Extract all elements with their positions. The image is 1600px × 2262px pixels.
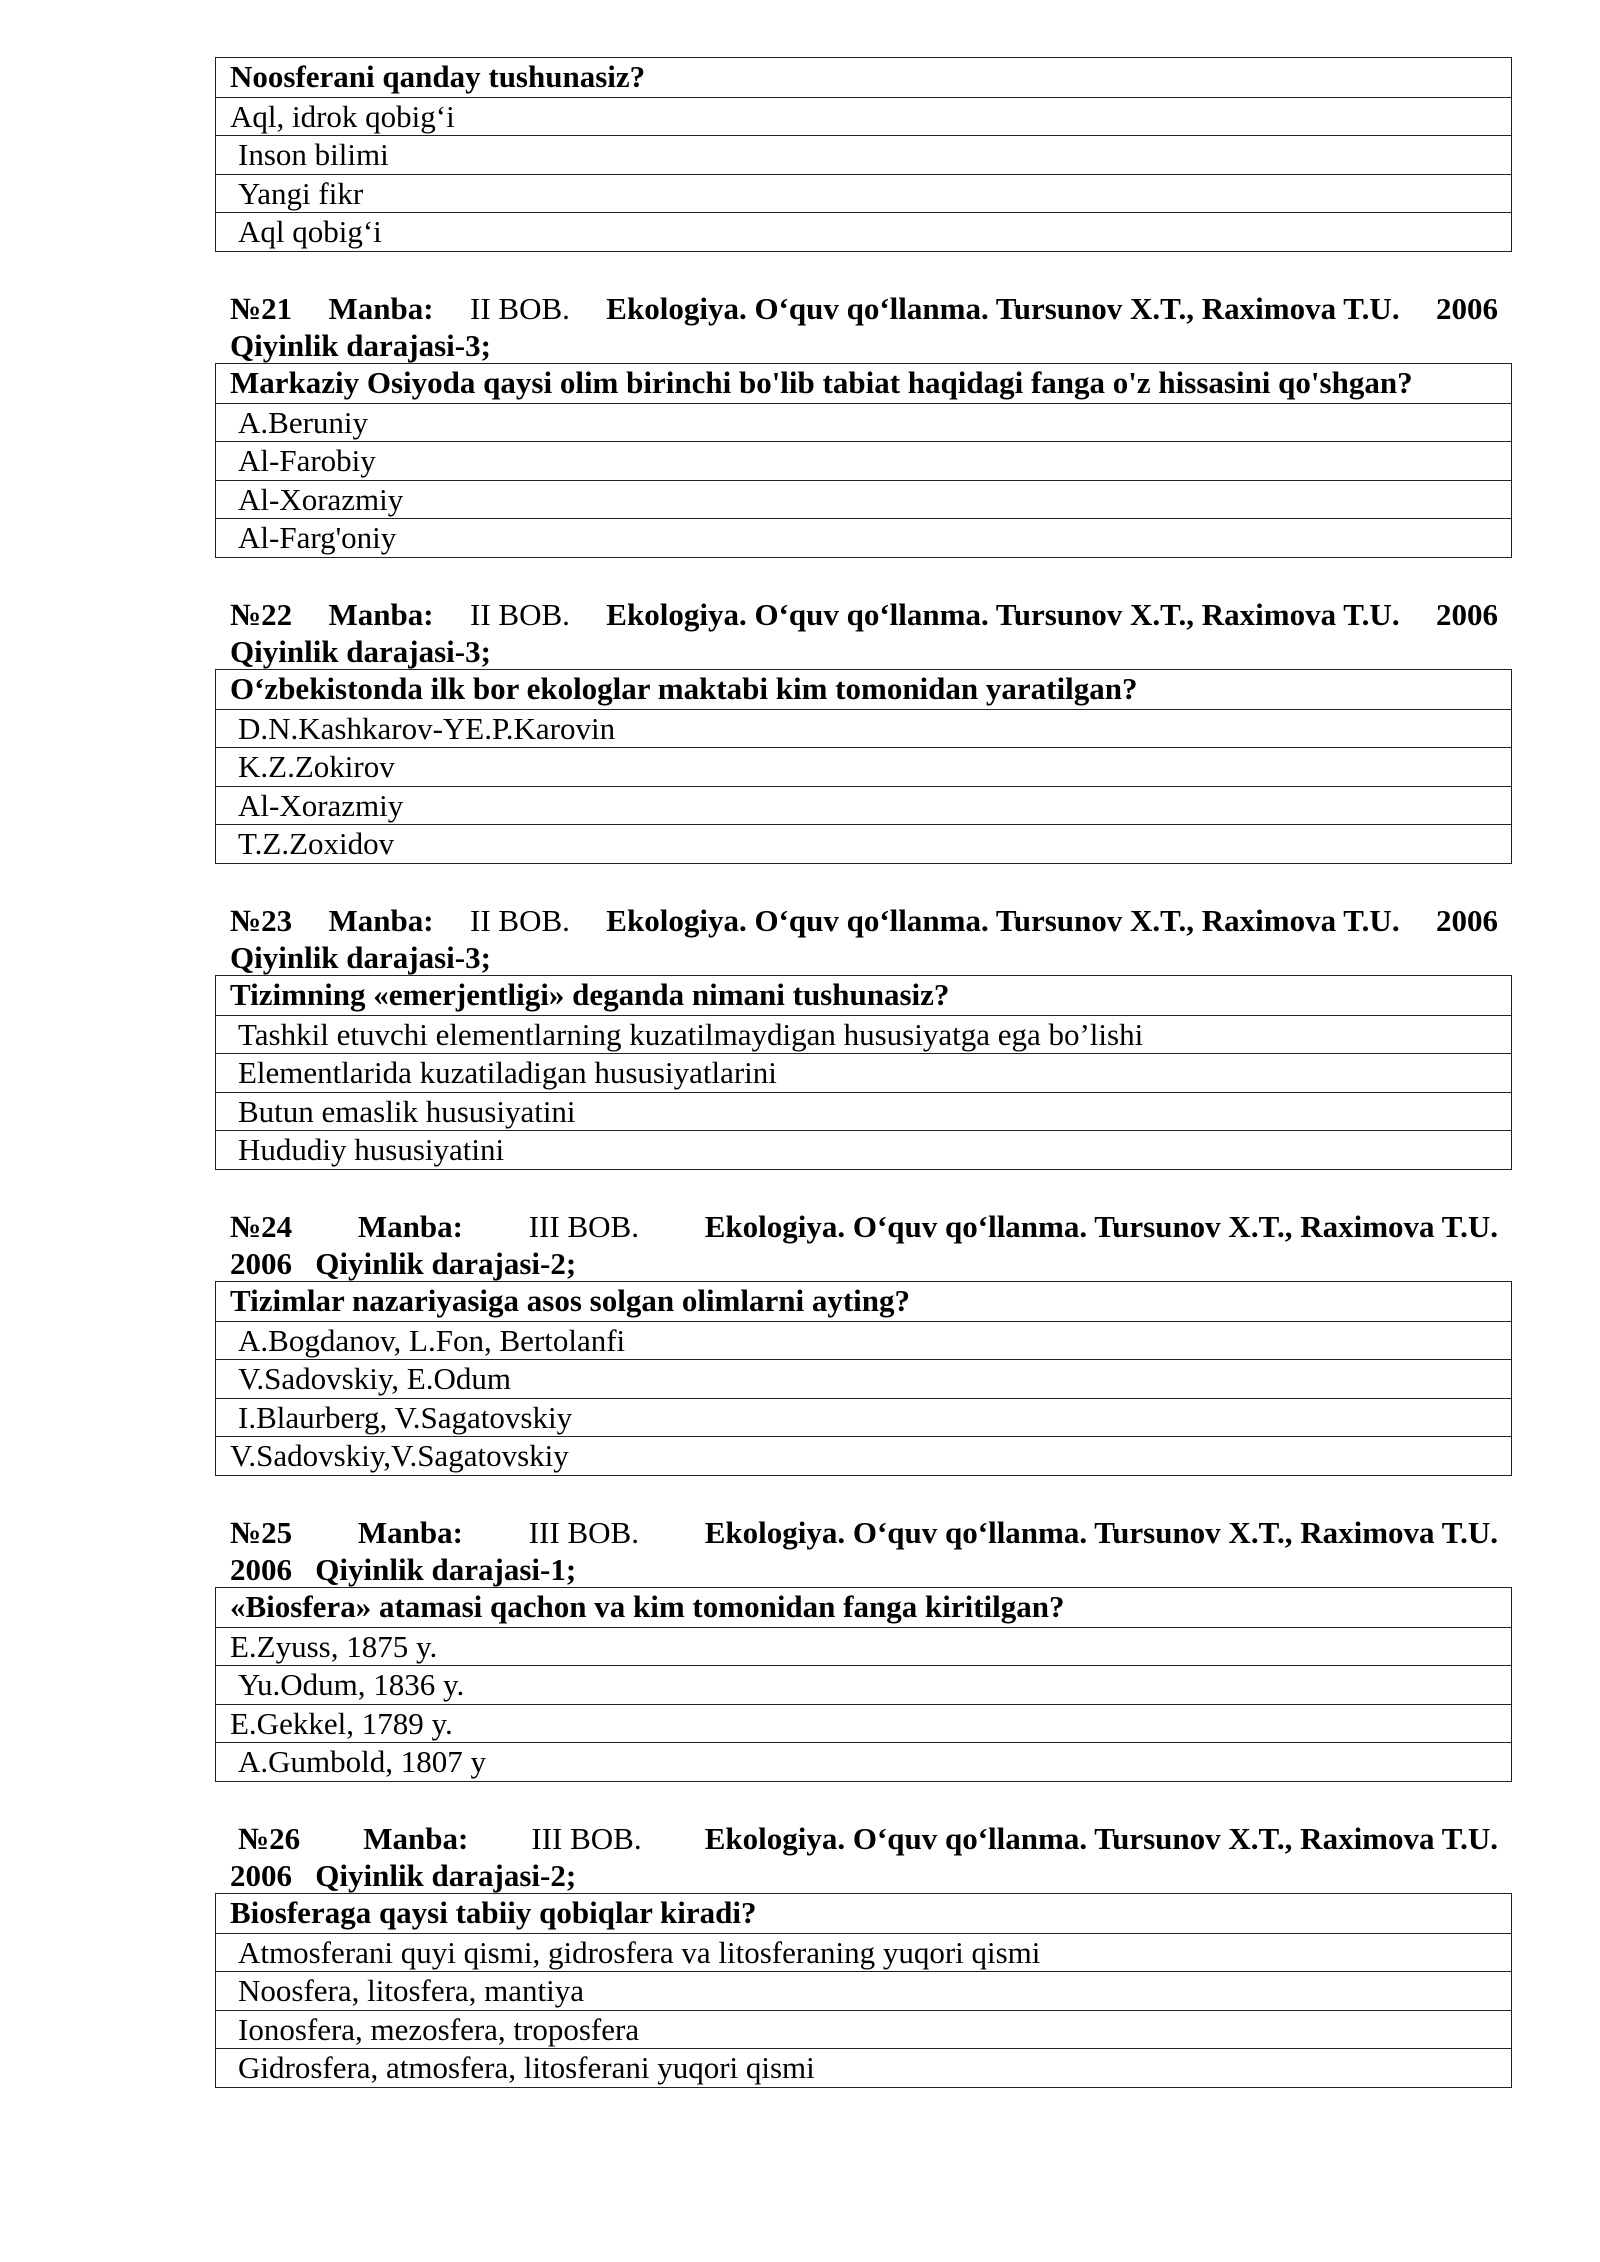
chapter: III BOB. <box>531 1821 642 1856</box>
year-and-difficulty <box>230 1551 1498 1588</box>
answer-option: Yangi fikr <box>216 174 1511 213</box>
answer-option: Al-Xorazmiy <box>216 786 1511 825</box>
question-header-22 <box>230 596 1498 670</box>
manba-label: Manba: <box>363 1821 469 1856</box>
question-table-26 <box>215 1893 1512 2088</box>
question-table-22 <box>215 669 1512 864</box>
answer-option: V.Sadovskiy, E.Odum <box>216 1359 1511 1398</box>
question-table-prev <box>215 57 1512 252</box>
difficulty-level: Qiyinlik darajasi-2; <box>315 1858 577 1893</box>
answer-option: A.Beruniy <box>216 403 1511 442</box>
source-reference: Ekologiya. O‘quv qo‘llanma. Tursunov X.T., Raximova T.U. <box>606 903 1400 938</box>
question-text: «Biosfera» atamasi qachon va kim tomonidan fanga kiritilgan? <box>230 1589 1065 1624</box>
answer-option: Al-Xorazmiy <box>216 480 1511 519</box>
source-year: 2006 <box>230 1552 292 1587</box>
question-header-23 <box>230 902 1498 976</box>
chapter: III BOB. <box>528 1209 639 1244</box>
answer-option: Ionosfera, mezosfera, troposfera <box>216 2010 1511 2049</box>
chapter: III BOB. <box>528 1515 639 1550</box>
source-reference: Ekologiya. O‘quv qo‘llanma. Tursunov X.T., Raximova T.U. <box>704 1209 1498 1244</box>
manba-label: Manba: <box>357 1209 463 1244</box>
answer-option: E.Zyuss, 1875 y. <box>216 1627 1511 1666</box>
answer-option: D.N.Kashkarov-YE.P.Karovin <box>216 709 1511 748</box>
answer-option: A.Gumbold, 1807 y <box>216 1742 1511 1781</box>
question-number: №26 <box>238 1821 301 1856</box>
answer-option: Elementlarida kuzatiladigan hususiyatlarini <box>216 1053 1511 1092</box>
manba-label: Manba: <box>328 291 434 326</box>
difficulty-level: Qiyinlik darajasi-3; <box>230 940 491 975</box>
question-number: №22 <box>230 597 293 632</box>
answer-option: Butun emaslik hususiyatini <box>216 1092 1511 1131</box>
question-text: Tizimlar nazariyasiga asos solgan olimlarni ayting? <box>230 1283 911 1318</box>
chapter: II BOB. <box>470 903 570 938</box>
question-number: №25 <box>230 1515 293 1550</box>
source-year: 2006 <box>230 1858 292 1893</box>
difficulty-level: Qiyinlik darajasi-3; <box>230 634 491 669</box>
answer-option: Aql qobig‘i <box>216 212 1511 251</box>
chapter: II BOB. <box>470 597 570 632</box>
manba-label: Manba: <box>328 597 434 632</box>
year-and-difficulty <box>230 1245 1498 1282</box>
answer-option: A.Bogdanov, L.Fon, Bertolanfi <box>216 1321 1511 1360</box>
question-text: Noosferani qanday tushunasiz? <box>230 59 646 94</box>
question-number: №24 <box>230 1209 293 1244</box>
answer-option: V.Sadovskiy,V.Sagatovskiy <box>216 1436 1511 1475</box>
source-year: 2006 <box>1435 597 1498 632</box>
source-reference: Ekologiya. O‘quv qo‘llanma. Tursunov X.T., Raximova T.U. <box>704 1821 1498 1856</box>
question-text: Biosferaga qaysi tabiiy qobiqlar kiradi? <box>230 1895 757 1930</box>
answer-option: Al-Farg'oniy <box>216 518 1511 557</box>
question-table-24 <box>215 1281 1512 1476</box>
question-table-21 <box>215 363 1512 558</box>
year-and-difficulty <box>230 1857 1498 1894</box>
question-table-23 <box>215 975 1512 1170</box>
question-text: Markaziy Osiyoda qaysi olim birinchi bo'lib tabiat haqidagi fanga o'z hissasini qo'shgan? <box>230 365 1413 400</box>
source-reference: Ekologiya. O‘quv qo‘llanma. Tursunov X.T., Raximova T.U. <box>606 291 1400 326</box>
question-number: №21 <box>230 291 293 326</box>
source-reference: Ekologiya. O‘quv qo‘llanma. Tursunov X.T., Raximova T.U. <box>704 1515 1498 1550</box>
question-header-26 <box>230 1820 1498 1894</box>
answer-option: Al-Farobiy <box>216 441 1511 480</box>
source-year: 2006 <box>1435 903 1498 938</box>
question-header-25 <box>230 1514 1498 1588</box>
answer-option: Inson bilimi <box>216 135 1511 174</box>
chapter: II BOB. <box>470 291 570 326</box>
source-reference: Ekologiya. O‘quv qo‘llanma. Tursunov X.T., Raximova T.U. <box>606 597 1400 632</box>
question-header-24 <box>230 1208 1498 1282</box>
answer-option: Atmosferani quyi qismi, gidrosfera va litosferaning yuqori qismi <box>216 1933 1511 1972</box>
source-year: 2006 <box>230 1246 292 1281</box>
answer-option: Gidrosfera, atmosfera, litosferani yuqori qismi <box>216 2048 1511 2087</box>
answer-option: Tashkil etuvchi elementlarning kuzatilmaydigan hususiyatga ega bo’lishi <box>216 1015 1511 1054</box>
answer-option: Yu.Odum, 1836 y. <box>216 1665 1511 1704</box>
question-text: O‘zbekistonda ilk bor ekologlar maktabi kim tomonidan yaratilgan? <box>230 671 1138 706</box>
answer-option: I.Blaurberg, V.Sagatovskiy <box>216 1398 1511 1437</box>
question-number: №23 <box>230 903 293 938</box>
source-year: 2006 <box>1435 291 1498 326</box>
answer-option: Aql, idrok qobig‘i <box>216 97 1511 136</box>
question-text: Tizimning «emerjentligi» deganda nimani tushunasiz? <box>230 977 950 1012</box>
difficulty-level: Qiyinlik darajasi-1; <box>315 1552 577 1587</box>
answer-option: K.Z.Zokirov <box>216 747 1511 786</box>
answer-option: T.Z.Zoxidov <box>216 824 1511 863</box>
answer-option: E.Gekkel, 1789 y. <box>216 1704 1511 1743</box>
manba-label: Manba: <box>328 903 434 938</box>
difficulty-level: Qiyinlik darajasi-3; <box>230 328 491 363</box>
manba-label: Manba: <box>357 1515 463 1550</box>
answer-option: Hududiy hususiyatini <box>216 1130 1511 1169</box>
question-header-21 <box>230 290 1498 364</box>
question-table-25 <box>215 1587 1512 1782</box>
answer-option: Noosfera, litosfera, mantiya <box>216 1971 1511 2010</box>
difficulty-level: Qiyinlik darajasi-2; <box>315 1246 577 1281</box>
